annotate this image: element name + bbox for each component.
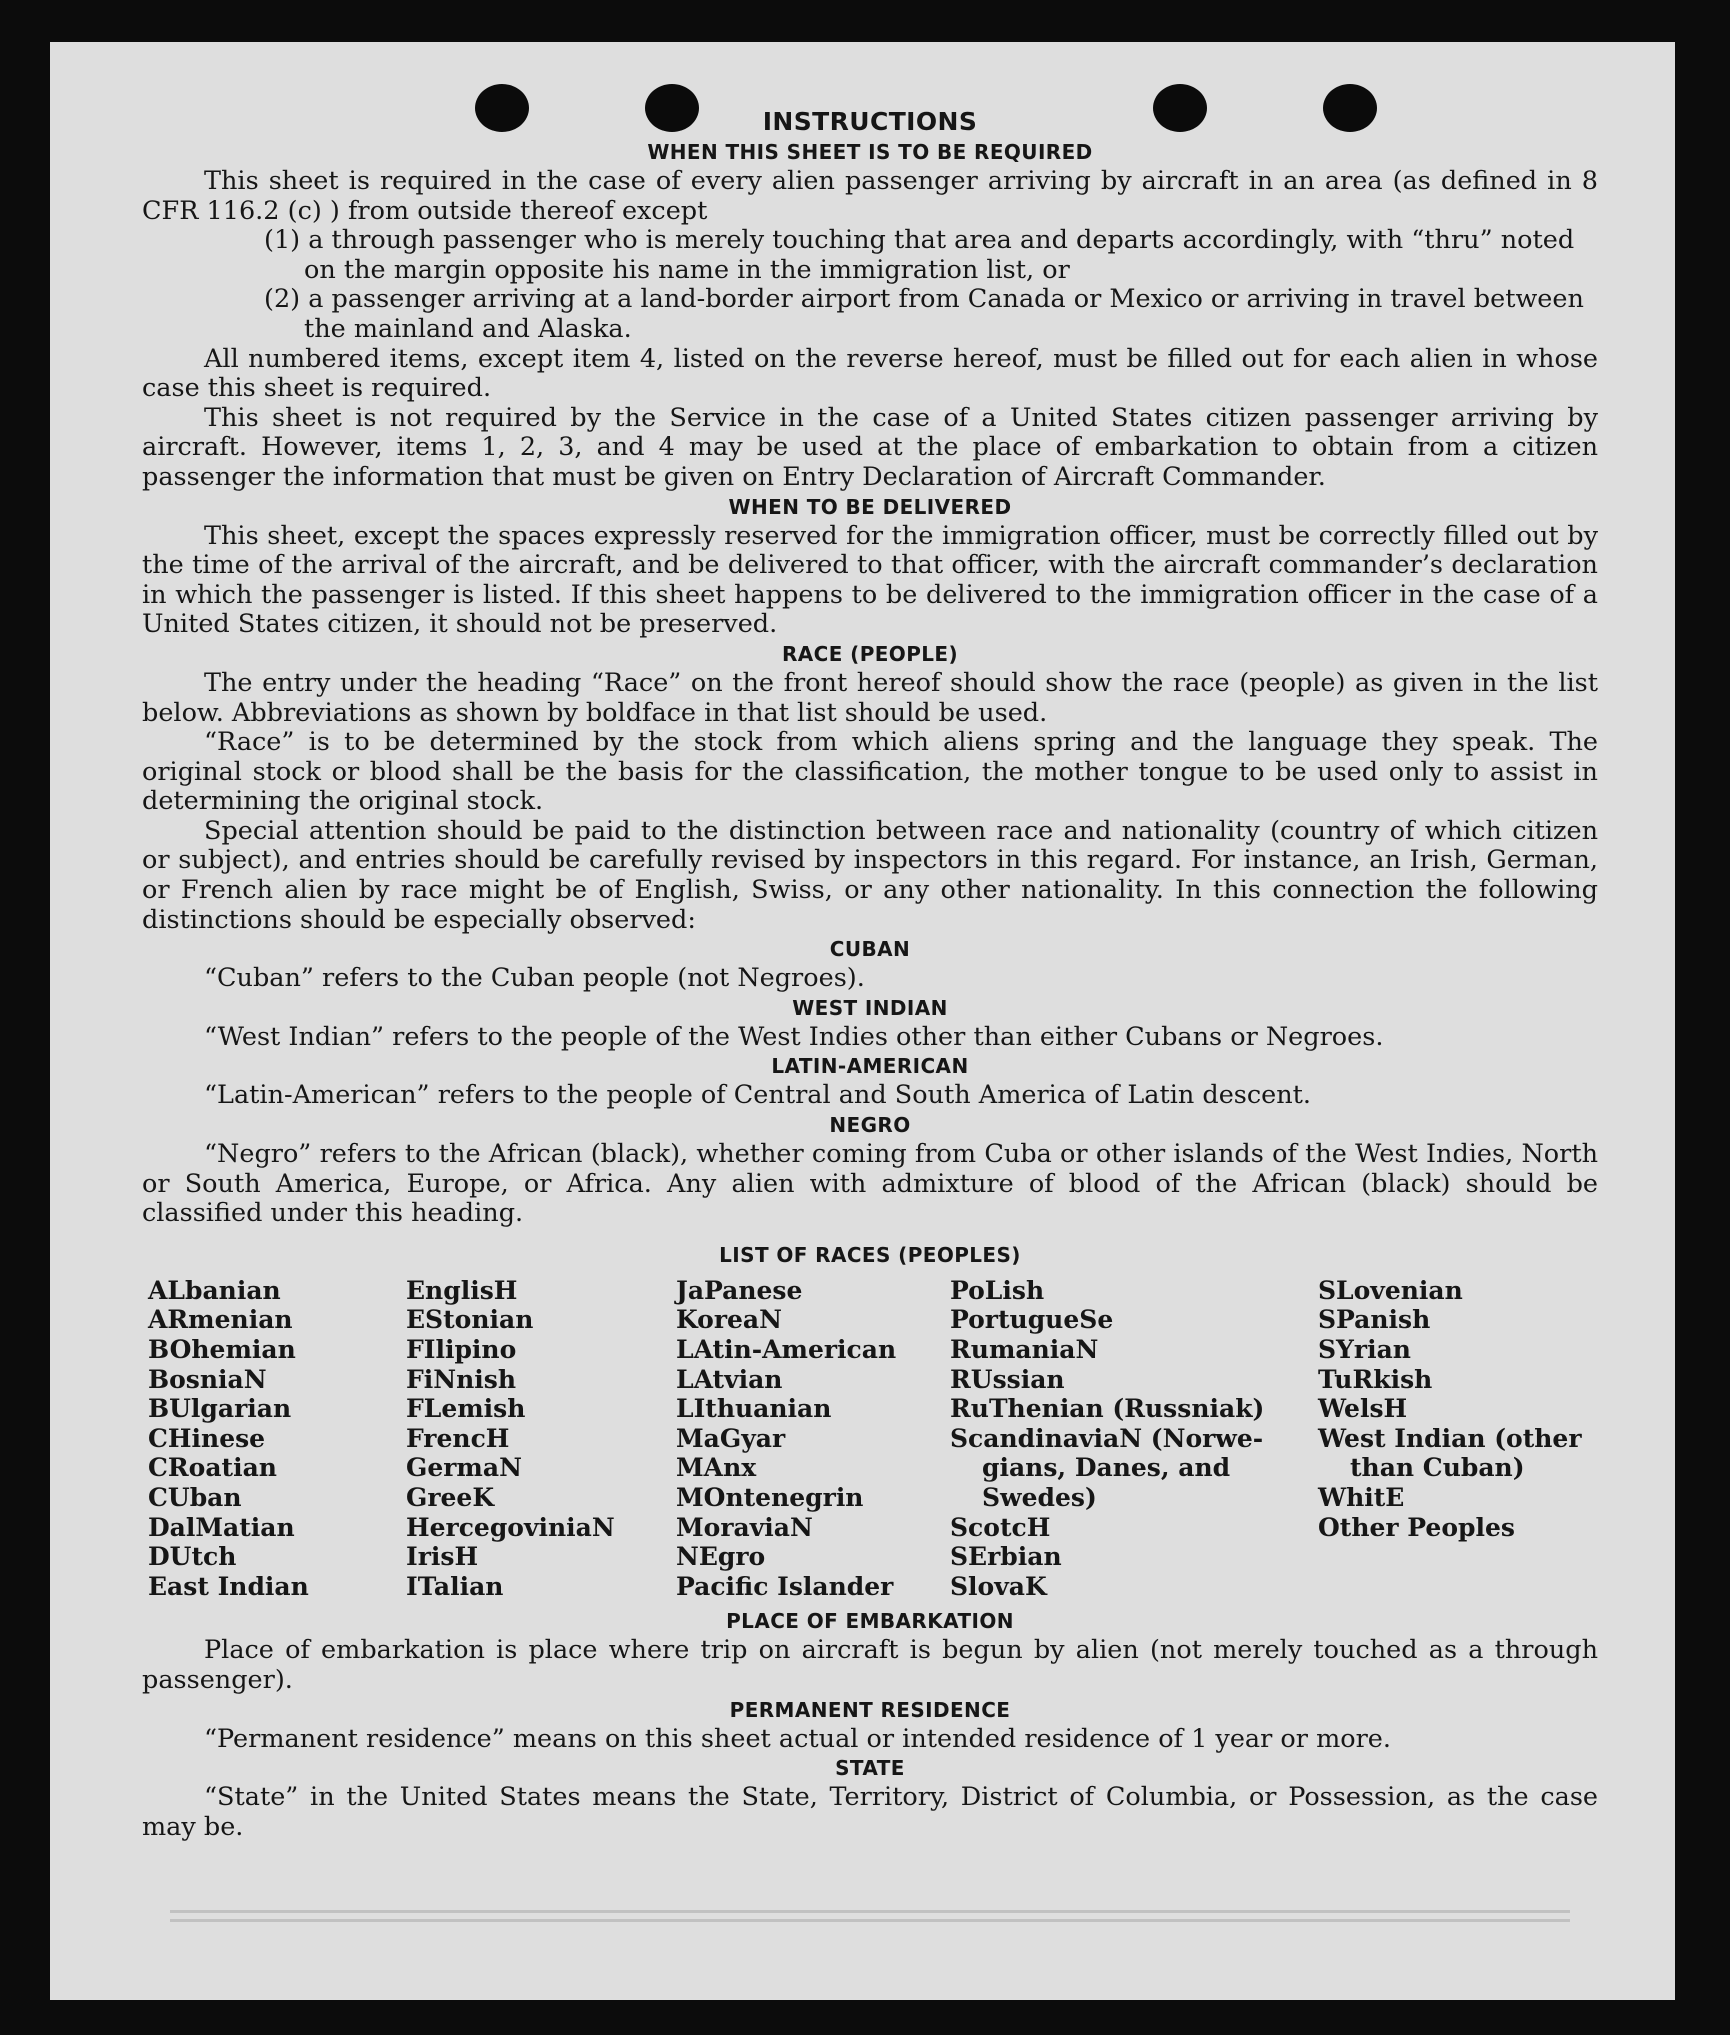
paragraph: “Negro” refers to the African (black), whether coming from Cuba or other islands of the West Indies, North or South America, Europe, or Africa. Any alien with admixture of blood of the African (black) should be classified under this heading. <box>142 1139 1598 1229</box>
paragraph: All numbered items, except item 4, listed on the reverse hereof, must be filled out for each alien in whose case this sheet is required. <box>142 343 1598 404</box>
race-entry: IrisH <box>406 1542 479 1572</box>
race-entry: WelsH <box>1318 1394 1408 1424</box>
faded-footer-print <box>170 1904 1570 1934</box>
paragraph: This sheet, except the spaces expressly reserved for the immigration officer, must be correctly filled out by the time of the arrival of the aircraft, and be delivered to that officer, with the aircraft commander’s declaration in which the passenger is listed. If this sheet happens to be delivered to the immigration officer in the case of a United States citizen, it should not be preserved. <box>142 520 1598 640</box>
race-entry: GreeK <box>406 1482 495 1512</box>
section-heading-race: RACE (PEOPLE) <box>781 641 959 666</box>
race-entry: MaGyar <box>676 1423 786 1453</box>
section-heading-residence: PERMANENT RESIDENCE <box>729 1697 1011 1722</box>
race-entry: DalMatian <box>148 1512 295 1542</box>
section-heading-latin-american: LATIN-AMERICAN <box>771 1054 969 1079</box>
paragraph: “Latin-American” refers to the people of Central and South America of Latin descent. <box>204 1080 1312 1111</box>
race-entry: KoreaN <box>676 1305 782 1335</box>
instructions-content <box>142 106 1598 1842</box>
race-column-5 <box>1318 1276 1598 1602</box>
race-entry: NEgro <box>676 1542 766 1572</box>
race-entry: ScotcH <box>950 1512 1051 1542</box>
race-entry: FIlipino <box>406 1335 517 1364</box>
race-entry: ARmenian <box>148 1305 293 1335</box>
race-entry: FLemish <box>406 1394 526 1424</box>
race-entry: JaPanese <box>676 1275 803 1305</box>
race-column-2 <box>406 1276 676 1602</box>
section-heading-list-of-races: LIST OF RACES (PEOPLES) <box>719 1242 1021 1267</box>
race-entry: LIthuanian <box>676 1394 832 1424</box>
race-entry: LAtvian <box>676 1364 783 1394</box>
race-entry: EStonian <box>406 1305 534 1335</box>
race-entry: PoLish <box>950 1275 1045 1305</box>
race-entry: CRoatian <box>148 1453 277 1483</box>
paragraph: Place of embarkation is place where trip on aircraft is begun by alien (not merely touched as a through passenger). <box>142 1635 1598 1695</box>
race-entry: SlovaK <box>950 1571 1047 1601</box>
race-column-4 <box>950 1276 1318 1602</box>
race-entry: CUban <box>148 1482 242 1512</box>
race-entry: DUtch <box>148 1542 237 1572</box>
race-entry: BosniaN <box>148 1364 267 1394</box>
race-entry: PortugueSe <box>950 1305 1114 1335</box>
race-entry: SYrian <box>1318 1335 1411 1364</box>
race-entry: West Indian (other <box>1318 1423 1582 1453</box>
race-entry: Pacific Islander <box>676 1571 894 1601</box>
race-entry: SLovenian <box>1318 1275 1463 1305</box>
paragraph: This sheet is required in the case of every alien passenger arriving by aircraft in an area (as defined in 8 CFR 116.2 (c) ) from outside thereof except <box>142 166 1598 226</box>
race-column-3 <box>676 1276 950 1602</box>
paragraph: “Cuban” refers to the Cuban people (not Negroes). <box>204 963 865 994</box>
race-entry: LAtin-American <box>676 1335 897 1364</box>
race-entry: WhitE <box>1318 1482 1405 1512</box>
race-entry: MoraviaN <box>676 1512 813 1542</box>
race-entry: MOntenegrin <box>676 1482 864 1512</box>
paragraph: “State” in the United States means the State, Territory, District of Columbia, or Possession, as the case may be. <box>142 1782 1598 1842</box>
paragraph: The entry under the heading “Race” on the front hereof should show the race (people) as given in the list below. Abbreviations as shown by boldface in that list should be used. <box>142 667 1598 728</box>
race-entry: ScandinaviaN (Norwe- <box>950 1423 1264 1453</box>
paragraph: Special attention should be paid to the distinction between race and nationality (country of which citizen or subject), and entries should be carefully revised by inspectors in this regard. For instance, an Irish, German, or French alien by race might be of English, Swiss, or any other nationality. In this connection the following distinctions should be especially observed: <box>142 815 1598 935</box>
race-entry: ALbanian <box>148 1275 281 1305</box>
race-entry: Other Peoples <box>1318 1512 1515 1542</box>
paragraph: “Permanent residence” means on this sheet actual or intended residence of 1 year or more. <box>204 1723 1391 1754</box>
section-heading-cuban: CUBAN <box>829 937 911 962</box>
race-entry: RuThenian (Russniak) <box>950 1394 1265 1424</box>
section-heading-negro: NEGRO <box>829 1113 911 1138</box>
race-entry: ITalian <box>406 1571 504 1601</box>
paragraph: “West Indian” refers to the people of the West Indies other than either Cubans or Negroes. <box>204 1021 1384 1052</box>
race-entry: HercegoviniaN <box>406 1512 615 1542</box>
section-heading-west-indian: WEST INDIAN <box>792 995 948 1020</box>
race-entry: BUlgarian <box>148 1394 292 1424</box>
race-entry: BOhemian <box>148 1335 296 1364</box>
section-heading-when-delivered: WHEN TO BE DELIVERED <box>728 494 1012 519</box>
list-item: (1) a through passenger who is merely touching that area and departs accordingly, with “thru” noted on the margin opposite his name in the immigration list, or <box>264 225 1575 285</box>
race-entry: SErbian <box>950 1542 1062 1572</box>
race-entry: EnglisH <box>406 1275 518 1305</box>
page-title: INSTRUCTIONS <box>762 107 978 136</box>
race-entry: FrencH <box>406 1423 510 1453</box>
race-entry: RUssian <box>950 1364 1065 1394</box>
race-entry: RumaniaN <box>950 1335 1099 1364</box>
race-entry: gians, Danes, and <box>982 1453 1231 1483</box>
section-heading-state: STATE <box>835 1756 905 1781</box>
race-entry: MAnx <box>676 1453 757 1483</box>
race-entry: TuRkish <box>1318 1364 1433 1394</box>
document-page <box>50 42 1675 2000</box>
race-column-1 <box>148 1276 406 1602</box>
paragraph: “Race” is to be determined by the stock from which aliens spring and the language they speak. The original stock or blood shall be the basis for the classification, the mother tongue to be used only to assist in determining the original stock. <box>142 727 1598 817</box>
race-entry: CHinese <box>148 1423 266 1453</box>
race-entry: SPanish <box>1318 1305 1431 1335</box>
race-entry: FiNnish <box>406 1364 517 1394</box>
race-entry: Swedes) <box>982 1482 1097 1512</box>
list-item: (2) a passenger arriving at a land-border airport from Canada or Mexico or arriving in travel between the mainland and Alaska. <box>264 284 1584 344</box>
race-entry: than Cuban) <box>1350 1453 1525 1483</box>
section-heading-embarkation: PLACE OF EMBARKATION <box>726 1609 1014 1634</box>
paragraph: This sheet is not required by the Service in the case of a United States citizen passenger arriving by aircraft. However, items 1, 2, 3, and 4 may be used at the place of embarkation to obtain from a citizen passenger the information that must be given on Entry Declaration of Aircraft Commander. <box>142 402 1598 492</box>
race-entry: GermaN <box>406 1453 522 1483</box>
section-heading-when-required: WHEN THIS SHEET IS TO BE REQUIRED <box>647 140 1093 164</box>
race-entry: East Indian <box>148 1571 309 1601</box>
race-list <box>148 1276 1598 1602</box>
